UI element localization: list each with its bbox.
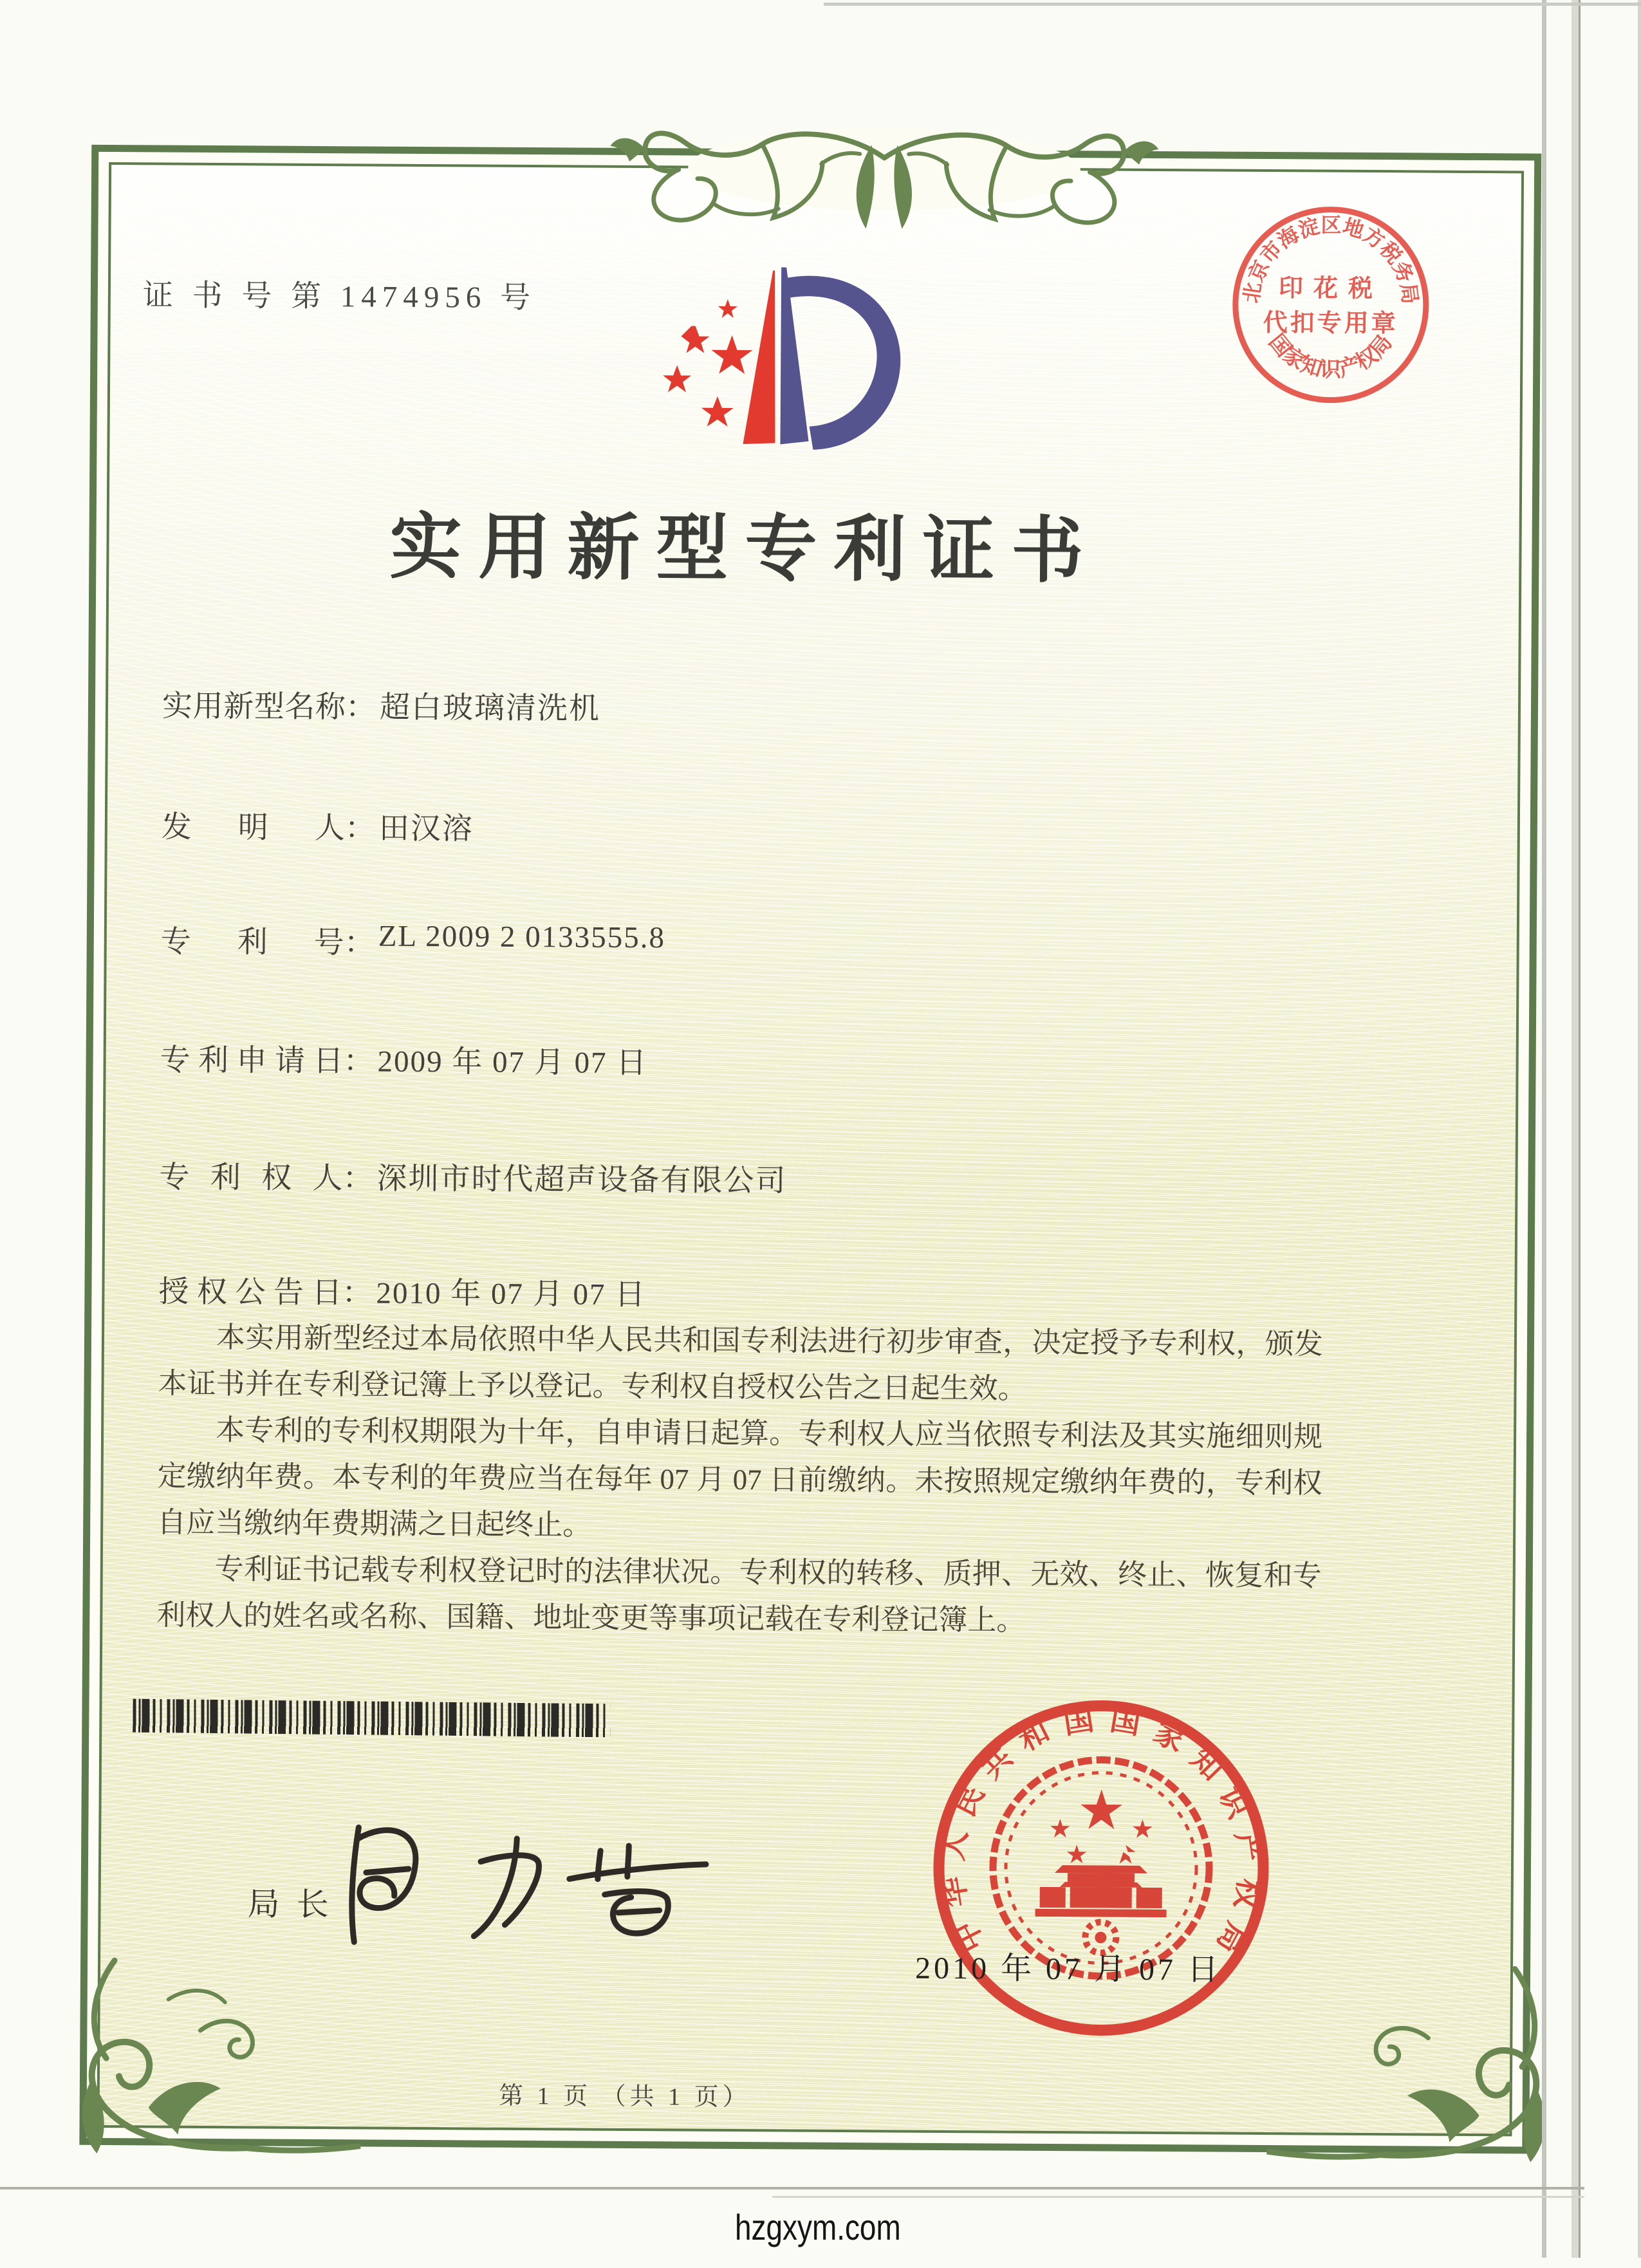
cnipa-logo-icon	[651, 257, 909, 458]
tax-stamp	[1224, 198, 1438, 412]
corner-ornament-right	[1266, 1961, 1577, 2175]
dragon-ornament	[568, 117, 1200, 240]
tax-stamp-line2: 代扣专用章	[1263, 309, 1398, 338]
scan-page-edge-line	[1571, 0, 1579, 2258]
legal-paragraph-2: 本专利的专利权期限为十年，自申请日起算。专利权人应当依照专利法及其实施细则规定缴纳年费。本专利的年费应当在每年 07 月 07 日前缴纳。未按照规定缴纳年费的，专利权自应当缴纳年费期满之日起终止。	[157, 1414, 1323, 1541]
scan-top-edge-line	[824, 3, 1641, 6]
svg-text:国家知识产权局	[1264, 330, 1397, 382]
field-patent-number: 专利号： ZL 2009 2 0133555.8	[161, 918, 666, 964]
field-utility-model-name: 实用新型名称： 超白玻璃清洗机	[162, 682, 600, 728]
cnipa-seal	[920, 1687, 1282, 2049]
field-inventor: 发明人： 田汉溶	[162, 803, 474, 848]
field-label: 专利申请日	[160, 1043, 344, 1079]
scan-page-edge-line	[1579, 0, 1581, 2258]
field-value: 超白玻璃清洗机	[379, 691, 601, 726]
guilloche-background	[97, 162, 1524, 2136]
tax-stamp-arc-bottom: 国家知识产权局	[1264, 330, 1397, 382]
tax-stamp-arc-top: 北京市海淀区地方税务局	[1239, 213, 1422, 306]
commissioner-signature	[311, 1816, 711, 1953]
svg-text:中华人民共和国国家知识产权局	[935, 1702, 1267, 1960]
watermark: hzgxym.com	[735, 2207, 901, 2247]
scan-bottom-edge-line	[0, 2187, 1584, 2189]
field-value: ZL 2009 2 0133555.8	[378, 919, 666, 955]
field-value: 2009 年 07 月 07 日	[377, 1045, 648, 1081]
page-number: 第 1 页 （共 1 页）	[498, 2082, 751, 2112]
field-label: 专利权人	[159, 1160, 343, 1196]
field-filing-date: 专利申请日： 2009 年 07 月 07 日	[160, 1036, 647, 1083]
legal-paragraph-3: 专利证书记载专利权登记时的法律状况。专利权的转移、质押、无效、终止、恢复和专利权人的姓名或名称、国籍、地址变更等事项记载在专利登记簿上。	[156, 1553, 1322, 1637]
seal-ring-text: 中华人民共和国国家知识产权局	[936, 1703, 1266, 1959]
scan-page-edge-line	[1638, 0, 1641, 2258]
barcode	[133, 1699, 611, 1738]
legal-paragraph-1: 本实用新型经过本局依照中华人民共和国专利法进行初步审查，决定授予专利权，颁发本证书并在专利登记簿上予以登记。专利权自授权公告之日起生效。	[158, 1321, 1324, 1405]
field-label: 实用新型名称	[162, 689, 346, 725]
field-grant-date: 授权公告日： 2010 年 07 月 07 日	[158, 1268, 646, 1314]
corner-ornament-left	[51, 1954, 362, 2168]
field-label: 专利号	[160, 925, 344, 960]
page-title: 实用新型专利证书	[389, 507, 1100, 592]
field-value: 2010 年 07 月 07 日	[376, 1276, 647, 1312]
scan-page-edge-line	[1542, 0, 1546, 2258]
scan-bottom-edge-line	[772, 2196, 1584, 2198]
field-value: 田汉溶	[378, 812, 474, 846]
seal-date: 2010 年 07 月 07 日	[914, 1951, 1222, 1987]
field-label: 授权公告日	[158, 1275, 342, 1310]
commissioner-label: 局长	[247, 1886, 346, 1923]
legal-text	[156, 1314, 1323, 1646]
field-value: 深圳市时代超声设备有限公司	[376, 1162, 787, 1198]
field-label: 发明人	[161, 810, 345, 846]
certificate-number: 证 书 号 第 1474956 号	[142, 279, 537, 315]
field-patentee: 专利权人： 深圳市时代超声设备有限公司	[159, 1153, 786, 1200]
tax-stamp-line1: 印花税	[1278, 275, 1384, 303]
